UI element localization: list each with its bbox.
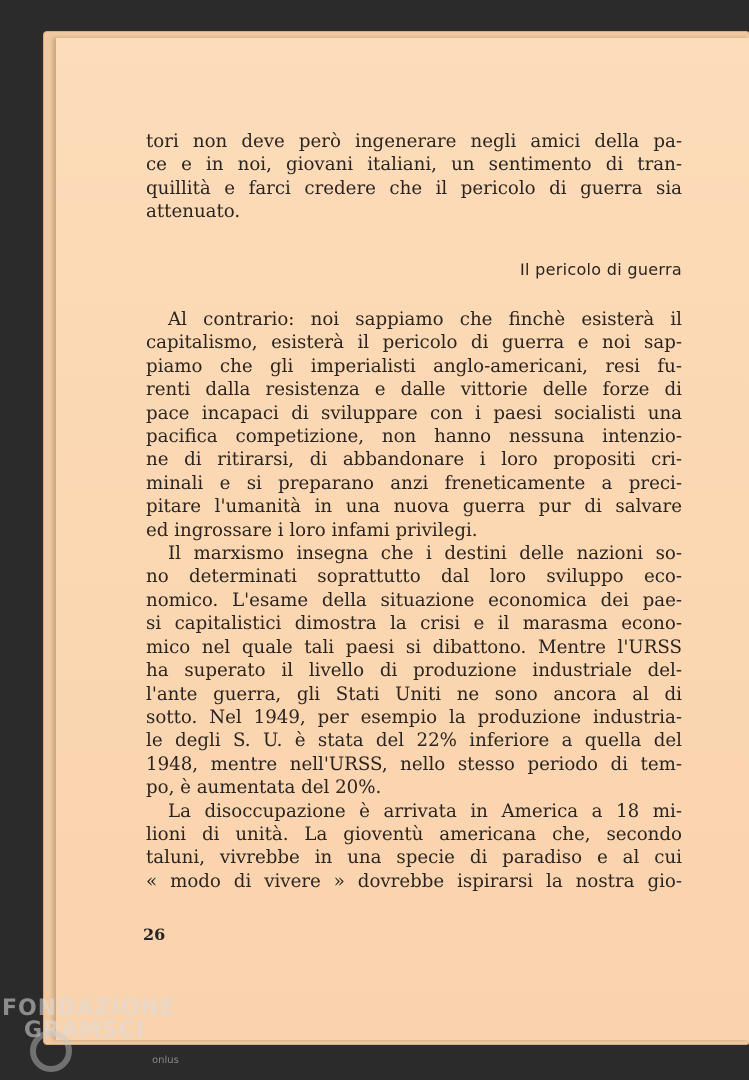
watermark-line2: GRAMSCI <box>24 1018 146 1043</box>
text-line: pitare l'umanità in una nuova guerra pur di salvare <box>146 496 682 518</box>
text-line: ed ingrossare i loro infami privilegi. <box>146 519 478 541</box>
text-line: Il marxismo insegna che i destini delle nazioni so- <box>168 543 682 565</box>
text-line: « modo di vivere » dovrebbe ispirarsi la nostra gio- <box>146 870 682 892</box>
watermark-logo <box>2 996 179 1066</box>
text-line: l'ante guerra, gli Stati Uniti ne sono ancora al di <box>146 683 682 705</box>
text-line: ce e in noi, giovani italiani, un sentimento di tran- <box>146 154 682 176</box>
text-line: pace incapaci di sviluppare con i paesi socialisti una <box>146 402 682 424</box>
text-line: ha superato il livello di produzione industriale del- <box>146 660 682 682</box>
text-line: renti dalla resistenza e dalle vittorie delle forze di <box>146 379 682 401</box>
page-number: 26 <box>143 925 166 944</box>
text-line: quillità e farci credere che il pericolo di guerra sia <box>146 177 682 199</box>
text-line: minali e si preparano anzi freneticamente a preci- <box>146 472 682 494</box>
top-paragraph <box>146 130 682 224</box>
text-line: ne di ritirarsi, di abbandonare i loro propositi cri- <box>146 449 682 471</box>
text-line: lioni di unità. La gioventù americana che, secondo <box>146 823 682 845</box>
text-line: tori non deve però ingenerare negli amici della pa- <box>146 131 682 152</box>
body-text <box>146 308 682 893</box>
section-title: Il pericolo di guerra <box>520 260 682 279</box>
logo-g-icon <box>30 1030 72 1072</box>
text-line: po, è aumentata del 20%. <box>146 777 382 799</box>
watermark-tag: onlus <box>152 1055 179 1066</box>
text-line: no determinati soprattutto dal loro sviluppo eco- <box>146 566 682 588</box>
text-line: attenuato. <box>146 201 241 223</box>
text-line: le degli S. U. è stata del 22% inferiore a quella del <box>146 730 682 752</box>
text-line: piamo che gli imperialisti anglo-americani, resi fu- <box>146 355 682 377</box>
text-line: sotto. Nel 1949, per esempio la produzione industria- <box>146 706 682 728</box>
text-line: 1948, mentre nell'URSS, nello stesso periodo di tem- <box>146 753 682 775</box>
text-line: mico nel quale tali paesi si dibattono. Mentre l'URSS <box>146 636 682 658</box>
text-line: taluni, vivrebbe in una specie di paradiso e al cui <box>146 847 682 869</box>
text-line: si capitalistici dimostra la crisi e il marasma econo- <box>146 613 682 635</box>
text-line: La disoccupazione è arrivata in America a 18 mi- <box>168 800 682 822</box>
text-line: nomico. L'esame della situazione economica dei pae- <box>146 589 682 611</box>
text-line: Al contrario: noi sappiamo che finchè esisterà il <box>168 309 682 330</box>
text-line: pacifica competizione, non hanno nessuna intenzio- <box>146 426 682 448</box>
text-line: capitalismo, esisterà il pericolo di guerra e noi sap- <box>146 332 682 354</box>
watermark-line1: FONDAZIONE <box>2 996 176 1021</box>
